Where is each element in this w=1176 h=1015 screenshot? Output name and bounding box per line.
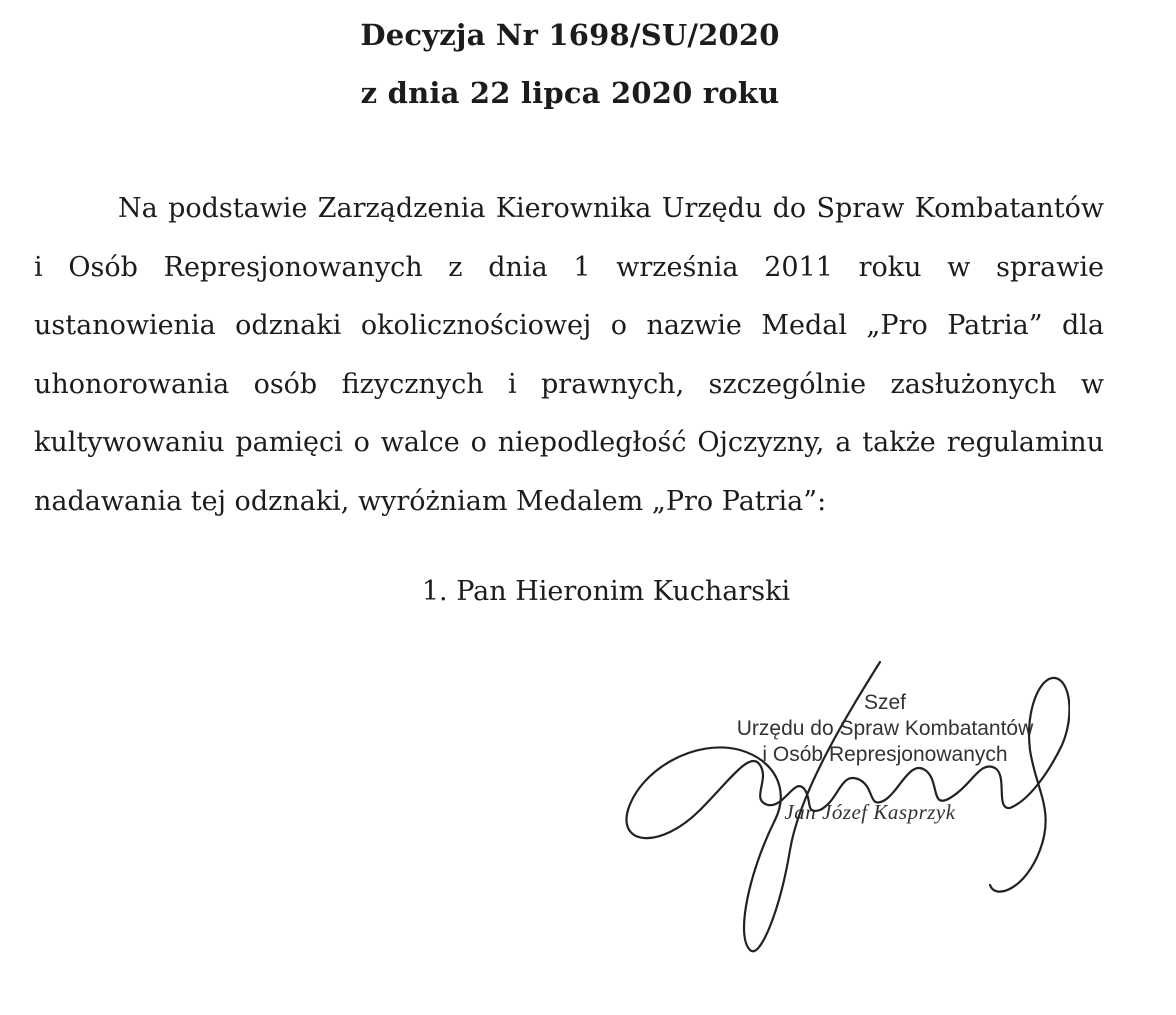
signatory-title-line-2: Urzędu do Spraw Kombatantów — [736, 717, 1034, 740]
decision-date: z dnia 22 lipca 2020 roku — [360, 76, 780, 110]
decision-title: Decyzja Nr 1698/SU/2020 — [360, 18, 780, 52]
decision-body: Na podstawie Zarządzenia Kierownika Urzędu do Spraw Kombatantów i Osób Represjonowanych z dnia 1 września 2011 roku w sprawie ustanowienia odznaki okolicznościowej o nazwie Medal „Pro Patria” dla uhonorowania osób fizycznych i prawnych, szczególnie zasłużonych w kultywowaniu pamięci o walce o niepodległość Ojczyzny, a także regulaminu nadawania tej odznaki, wyróżniam Medalem „Pro Patria”: — [34, 193, 1104, 517]
awardee-list — [0, 576, 1176, 607]
signatory-name: Jan Józef Kasprzyk — [784, 800, 956, 824]
signatory-title-line-3: i Osób Represjonowanych — [762, 743, 1008, 766]
signatory-title-line-1: Szef — [863, 691, 907, 714]
awardee-item: 1. Pan Hieronim Kucharski — [421, 576, 791, 607]
signatory-title — [690, 690, 1080, 768]
